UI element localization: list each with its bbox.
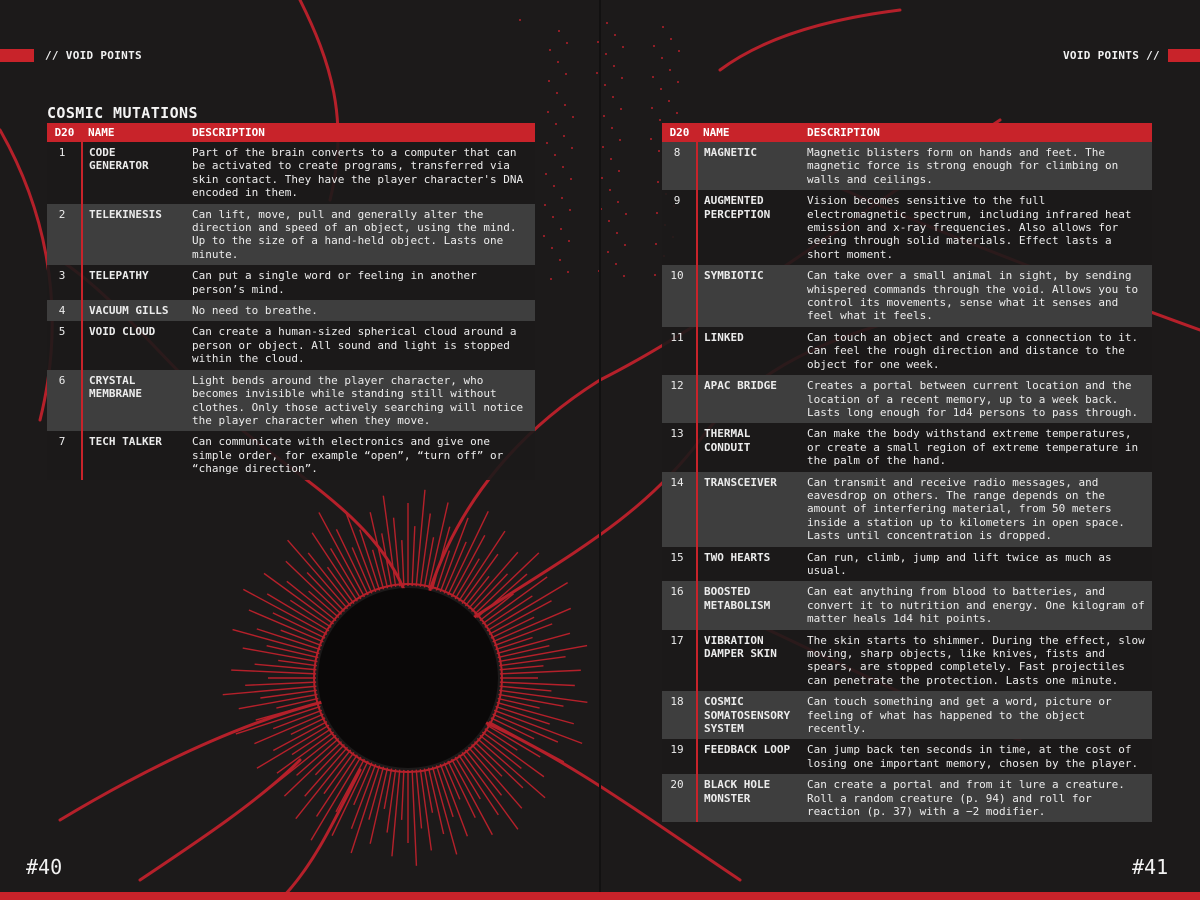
speck-dot	[653, 45, 655, 47]
eye-ray	[412, 770, 416, 866]
table-row	[662, 547, 1152, 582]
column-header-description: DESCRIPTION	[186, 123, 535, 142]
speck-dot	[669, 69, 671, 71]
speck-dot	[654, 274, 656, 276]
column-header-d20: D20	[662, 123, 697, 142]
table-header-row	[47, 123, 535, 142]
eye-ray	[402, 770, 404, 820]
d20-cell: 2	[47, 204, 82, 266]
table-row	[662, 375, 1152, 423]
table-row	[662, 581, 1152, 629]
eye-ray	[273, 613, 325, 638]
table-row	[662, 739, 1152, 774]
d20-cell: 8	[662, 142, 697, 190]
page-gutter	[599, 0, 601, 900]
speck-dot	[549, 49, 551, 51]
name-cell: CRYSTAL MEMBRANE	[82, 370, 186, 432]
d20-cell: 4	[47, 300, 82, 321]
speck-dot	[553, 185, 555, 187]
d20-cell: 9	[662, 190, 697, 265]
description-cell: Can transmit and receive radio messages, and eavesdrop on others. The range depends on the amount of interfering material, from 50 meters inside a station up to kilometers in open space. Lasts until concentration is dropped.	[801, 472, 1152, 547]
table-row	[662, 774, 1152, 822]
column-header-name: NAME	[82, 123, 186, 142]
description-cell: Light bends around the player character, who becomes invisible while standing still without clothes. Only those actively searching will notice the player character when they move.	[186, 370, 535, 432]
description-cell: Can lift, move, pull and generally alter the direction and speed of an object, using the mind. Up to the size of a hand-held object. Lasts one minute.	[186, 204, 535, 266]
speck-dot	[611, 127, 613, 129]
speck-dot	[651, 107, 653, 109]
description-cell: Vision becomes sensitive to the full electromagnetic spectrum, including infrared heat emission and x-ray frequencies. Also allows for seeing through solid materials. Effect lasts a short moment.	[801, 190, 1152, 265]
description-cell: The skin starts to shimmer. During the effect, slow moving, sharp objects, like knives, fists and spears, are stopped completely. Fast projectiles can penetrate the protection. Lasts one minute.	[801, 630, 1152, 692]
mutations-table-left	[47, 123, 535, 480]
table-row	[662, 327, 1152, 375]
speck-dot	[614, 34, 616, 36]
eye-ray	[440, 764, 467, 836]
speck-dot	[620, 108, 622, 110]
speck-dot	[565, 73, 567, 75]
table-header-row	[662, 123, 1152, 142]
speck-dot	[569, 209, 571, 211]
eye-ray	[432, 767, 456, 855]
speck-dot	[556, 92, 558, 94]
speck-dot	[558, 30, 560, 32]
table-row	[662, 630, 1152, 692]
table-row	[47, 265, 535, 300]
speck-dot	[601, 177, 603, 179]
name-cell: VIBRATION DAMPER SKIN	[697, 630, 801, 692]
description-cell: Creates a portal between current location and the location of a recent memory, up to a week back. Lasts long enough for 1d4 persons to pass through.	[801, 375, 1152, 423]
speck-dot	[662, 26, 664, 28]
speck-dot	[606, 22, 608, 24]
table-row	[47, 321, 535, 369]
eye-ray	[494, 710, 582, 743]
speck-dot	[571, 147, 573, 149]
speck-dot	[619, 139, 621, 141]
name-cell: TRANSCEIVER	[697, 472, 801, 547]
d20-cell: 14	[662, 472, 697, 547]
speck-dot	[618, 170, 620, 172]
name-cell: VACUUM GILLS	[82, 300, 186, 321]
eye-ray	[499, 657, 565, 666]
eye-ray	[351, 764, 375, 829]
d20-cell: 16	[662, 581, 697, 629]
speck-dot	[552, 216, 554, 218]
speck-dot	[554, 154, 556, 156]
name-cell: BOOSTED METABOLISM	[697, 581, 801, 629]
description-cell: Can run, climb, jump and lift twice as much as usual.	[801, 547, 1152, 582]
table-row	[47, 300, 535, 321]
table-row	[662, 142, 1152, 190]
description-cell: Can make the body withstand extreme temperatures, or create a small region of extreme temperature in the palm of the hand.	[801, 423, 1152, 471]
speck-dot	[655, 243, 657, 245]
name-cell: APAC BRIDGE	[697, 375, 801, 423]
speck-dot	[652, 76, 654, 78]
speck-dot	[608, 220, 610, 222]
eye-ray	[278, 660, 317, 665]
speck-dot	[668, 100, 670, 102]
speck-dot	[550, 278, 552, 280]
speck-dot	[561, 197, 563, 199]
name-cell: AUGMENTED PERCEPTION	[697, 190, 801, 265]
speck-dot	[657, 181, 659, 183]
d20-cell: 10	[662, 265, 697, 327]
column-header-name: NAME	[697, 123, 801, 142]
eye-ray	[416, 490, 425, 587]
speck-dot	[551, 247, 553, 249]
vein-line	[140, 760, 300, 880]
speck-dot	[603, 115, 605, 117]
speck-dot	[613, 65, 615, 67]
description-cell: Can eat anything from blood to batteries, and convert it to nutrition and energy. One kilogram of matter heals 1d4 hit points.	[801, 581, 1152, 629]
speck-dot	[555, 123, 557, 125]
speck-dot	[567, 271, 569, 273]
section-title: COSMIC MUTATIONS	[47, 104, 198, 122]
description-cell: Can communicate with electronics and give one simple order, for example “open”, “turn off” or “change direction”.	[186, 431, 535, 479]
eye-ray	[309, 591, 339, 617]
speck-dot	[612, 96, 614, 98]
table-row	[662, 691, 1152, 739]
speck-dot	[543, 235, 545, 237]
table-row	[47, 431, 535, 479]
speck-dot	[610, 158, 612, 160]
speck-dot	[676, 112, 678, 114]
speck-dot	[564, 104, 566, 106]
speck-dot	[615, 263, 617, 265]
vein-line	[720, 10, 900, 70]
description-cell: No need to breathe.	[186, 300, 535, 321]
speck-dot	[563, 135, 565, 137]
footer-accent-bar	[0, 892, 1200, 900]
speck-dot	[560, 228, 562, 230]
speck-dot	[566, 42, 568, 44]
name-cell: TELEPATHY	[82, 265, 186, 300]
speck-dot	[624, 244, 626, 246]
d20-cell: 12	[662, 375, 697, 423]
speck-dot	[548, 80, 550, 82]
eye-ray	[231, 670, 316, 674]
eye-ray	[487, 583, 568, 631]
name-cell: COSMIC SOMATOSENSORY SYSTEM	[697, 691, 801, 739]
speck-dot	[562, 166, 564, 168]
d20-cell: 3	[47, 265, 82, 300]
column-header-d20: D20	[47, 123, 82, 142]
mutations-table-right	[662, 123, 1152, 822]
table-row	[47, 204, 535, 266]
page-number-left: #40	[26, 855, 63, 879]
speck-dot	[570, 178, 572, 180]
speck-dot	[616, 232, 618, 234]
vein-line	[0, 130, 52, 420]
name-cell: MAGNETIC	[697, 142, 801, 190]
vein-line	[60, 700, 330, 820]
eye-ray	[465, 576, 489, 606]
header-label-left: // VOID POINTS	[45, 49, 142, 62]
eye-ray	[448, 761, 475, 818]
column-header-description: DESCRIPTION	[801, 123, 1152, 142]
d20-cell: 7	[47, 431, 82, 479]
d20-cell: 5	[47, 321, 82, 369]
speck-dot	[596, 72, 598, 74]
description-cell: Can touch an object and create a connection to it. Can feel the rough direction and distance to the object for one week.	[801, 327, 1152, 375]
d20-cell: 11	[662, 327, 697, 375]
table-row	[662, 423, 1152, 471]
header-label-right: VOID POINTS //	[1063, 49, 1160, 62]
name-cell: FEEDBACK LOOP	[697, 739, 801, 774]
d20-cell: 15	[662, 547, 697, 582]
speck-dot	[559, 259, 561, 261]
description-cell: Can put a single word or feeling in another person’s mind.	[186, 265, 535, 300]
speck-dot	[546, 142, 548, 144]
eye-ray	[416, 770, 421, 829]
speck-dot	[617, 201, 619, 203]
speck-dot	[622, 46, 624, 48]
eye-ray	[448, 511, 488, 595]
eye-ray	[498, 698, 540, 708]
speck-dot	[660, 88, 662, 90]
speck-dot	[572, 116, 574, 118]
description-cell: Can create a portal and from it lure a creature. Roll a random creature (p. 94) and roll for reaction (p. 37) with a −2 modifier.	[801, 774, 1152, 822]
eye-ray	[500, 682, 575, 685]
speck-dot	[607, 251, 609, 253]
table-row	[662, 190, 1152, 265]
eye-ray	[223, 686, 317, 694]
eye-ray	[233, 630, 320, 654]
table-row	[47, 142, 535, 204]
speck-dot	[650, 138, 652, 140]
eye-ray	[373, 550, 384, 590]
d20-cell: 6	[47, 370, 82, 432]
eye-ray	[485, 729, 518, 750]
description-cell: Magnetic blisters form on hands and feet. The magnetic force is strong enough for climbing on walls and ceilings.	[801, 142, 1152, 190]
name-cell: VOID CLOUD	[82, 321, 186, 369]
d20-cell: 18	[662, 691, 697, 739]
name-cell: SYMBIOTIC	[697, 265, 801, 327]
eye-ray	[420, 769, 431, 850]
d20-cell: 13	[662, 423, 697, 471]
d20-cell: 19	[662, 739, 697, 774]
speck-dot	[604, 84, 606, 86]
d20-cell: 1	[47, 142, 82, 204]
speck-dot	[544, 204, 546, 206]
name-cell: CODE GENERATOR	[82, 142, 186, 204]
speck-dot	[557, 61, 559, 63]
name-cell: TECH TALKER	[82, 431, 186, 479]
name-cell: BLACK HOLE MONSTER	[697, 774, 801, 822]
header-accent-bar-left	[0, 49, 34, 62]
eye-ray	[260, 690, 316, 698]
speck-dot	[661, 57, 663, 59]
speck-dot	[605, 53, 607, 55]
speck-dot	[623, 275, 625, 277]
eye-ray	[290, 600, 331, 627]
description-cell: Can touch something and get a word, picture or feeling of what has happened to the object recently.	[801, 691, 1152, 739]
name-cell: TWO HEARTS	[697, 547, 801, 582]
speck-dot	[568, 240, 570, 242]
void-pupil	[318, 588, 498, 768]
eye-ray	[402, 540, 404, 586]
speck-dot	[547, 111, 549, 113]
description-cell: Can create a human-sized spherical cloud around a person or object. All sound and light is stopped within the cloud.	[186, 321, 535, 369]
eye-ray	[412, 526, 415, 586]
table-row	[47, 370, 535, 432]
header-accent-bar-right	[1168, 49, 1200, 62]
speck-dot	[670, 38, 672, 40]
table-row	[662, 472, 1152, 547]
d20-cell: 17	[662, 630, 697, 692]
speck-dot	[678, 50, 680, 52]
speck-dot	[602, 146, 604, 148]
description-cell: Part of the brain converts to a computer that can be activated to create programs, transferred via skin contact. They have the player character's DNA encoded in them.	[186, 142, 535, 204]
speck-dot	[545, 173, 547, 175]
speck-dot	[659, 119, 661, 121]
page-number-right: #41	[1132, 855, 1169, 879]
eye-ray	[245, 682, 316, 685]
eye-ray	[500, 670, 581, 674]
name-cell: TELEKINESIS	[82, 204, 186, 266]
description-cell: Can take over a small animal in sight, by sending whispered commands through the void. Allows you to control its movements, sense what it senses and feel what it feels.	[801, 265, 1152, 327]
eye-ray	[500, 666, 544, 670]
description-cell: Can jump back ten seconds in time, at the cost of losing one important memory, chosen by the player.	[801, 739, 1152, 774]
d20-cell: 20	[662, 774, 697, 822]
speck-dot	[625, 213, 627, 215]
eye-ray	[491, 617, 534, 638]
speck-dot	[658, 150, 660, 152]
speck-dot	[609, 189, 611, 191]
name-cell: LINKED	[697, 327, 801, 375]
eye-ray	[500, 686, 552, 691]
speck-dot	[677, 81, 679, 83]
name-cell: THERMAL CONDUIT	[697, 423, 801, 471]
speck-dot	[656, 212, 658, 214]
speck-dot	[519, 19, 521, 21]
table-row	[662, 265, 1152, 327]
speck-dot	[621, 77, 623, 79]
